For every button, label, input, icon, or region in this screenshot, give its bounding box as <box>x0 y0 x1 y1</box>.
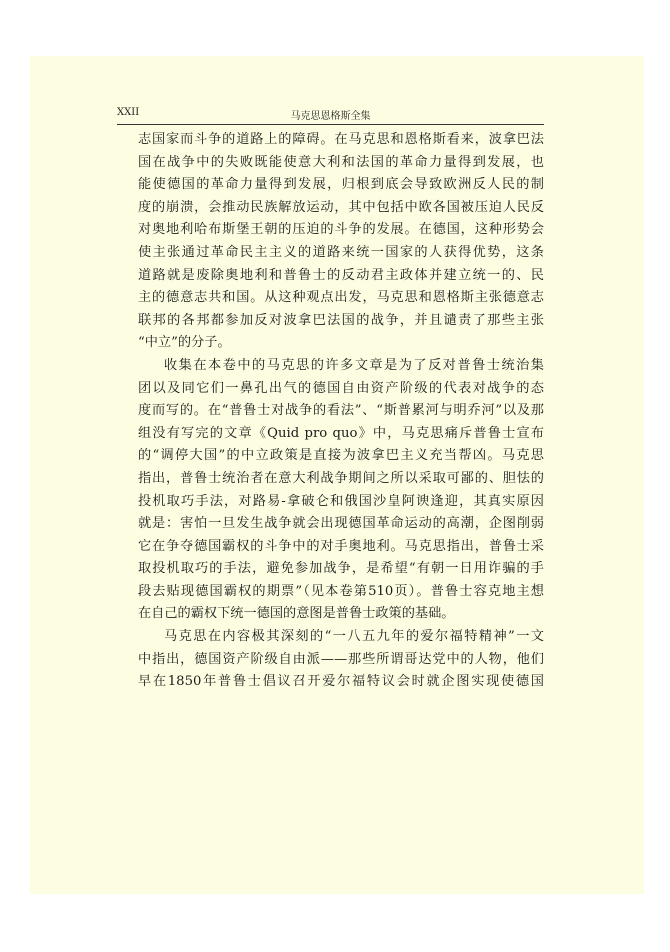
text-line: 取投机取巧的手法，避免参加战争，是希望“有朝一日用诈骗的手 <box>138 561 544 577</box>
body-text <box>138 129 544 694</box>
text-line: 联邦的各邦都参加反对波拿巴法国的战争，并且谴责了那些主张 <box>138 312 544 328</box>
text-line: 度的崩溃，会推动民族解放运动，其中包括中欧各国被压迫人民反 <box>138 199 544 215</box>
text-line: 组没有写完的文章《Quid pro quo》中，马克思痛斥普鲁士宣布 <box>138 425 544 441</box>
text-line: 它在争夺德国霸权的斗争中的对手奥地利。马克思指出，普鲁士采 <box>138 538 544 554</box>
text-line: 团以及同它们一鼻孔出气的德国自由资产阶级的代表对战争的态 <box>138 380 544 396</box>
text-line: 指出，普鲁士统治者在意大利战争期间之所以采取可鄙的、胆怯的 <box>138 470 544 486</box>
text-line: 就是：害怕一旦发生战争就会出现德国革命运动的高潮，企图削弱 <box>138 516 544 532</box>
text-line: 道路就是废除奥地利和普鲁士的反动君主政体并建立统一的、民 <box>138 267 544 283</box>
text-line: 在自己的霸权下统一德国的意图是普鲁士政策的基础。 <box>138 606 455 622</box>
text-line: 投机取巧手法，对路易-拿破仑和俄国沙皇阿谀逢迎，其真实原因 <box>138 493 544 509</box>
text-line: 段去贴现德国霸权的期票”（见本卷第510页）。普鲁士容克地主想 <box>138 583 544 599</box>
book-title: 马克思恩格斯全集 <box>290 111 371 122</box>
text-line: 收集在本卷中的马克思的许多文章是为了反对普鲁士统治集 <box>164 357 544 373</box>
text-line: 马克思在内容极其深刻的“一八五九年的爱尔福特精神”一文 <box>164 629 544 645</box>
text-line: 早在1850年普鲁士倡议召开爱尔福特议会时就企图实现使德国 <box>138 674 544 690</box>
text-line: 使主张通过革命民主主义的道路来统一国家的人获得优势，这条 <box>138 244 544 260</box>
text-line: 的“调停大国”的中立政策是直接为波拿巴主义充当帮凶。马克思 <box>138 448 544 464</box>
text-line: 能使德国的革命力量得到发展，归根到底会导致欧洲反人民的制 <box>138 177 544 193</box>
text-line: 对奥地利哈布斯堡王朝的压迫的斗争的发展。在德国，这种形势会 <box>138 222 544 238</box>
text-line: 主的德意志共和国。从这种观点出发，马克思和恩格斯主张德意志 <box>138 290 544 306</box>
text-line: 度而写的。在“普鲁士对战争的看法”、“斯普累河与明乔河”以及那 <box>138 403 544 419</box>
page-number: XXII <box>117 107 140 118</box>
text-line: 志国家而斗争的道路上的障碍。在马克思和恩格斯看来，波拿巴法 <box>138 132 544 147</box>
text-line: 中指出，德国资产阶级自由派——那些所谓哥达党中的人物，他们 <box>138 651 544 667</box>
text-line: “中立”的分子。 <box>138 335 231 351</box>
running-header <box>117 104 544 125</box>
text-line: 国在战争中的失败既能使意大利和法国的革命力量得到发展，也 <box>138 154 544 170</box>
